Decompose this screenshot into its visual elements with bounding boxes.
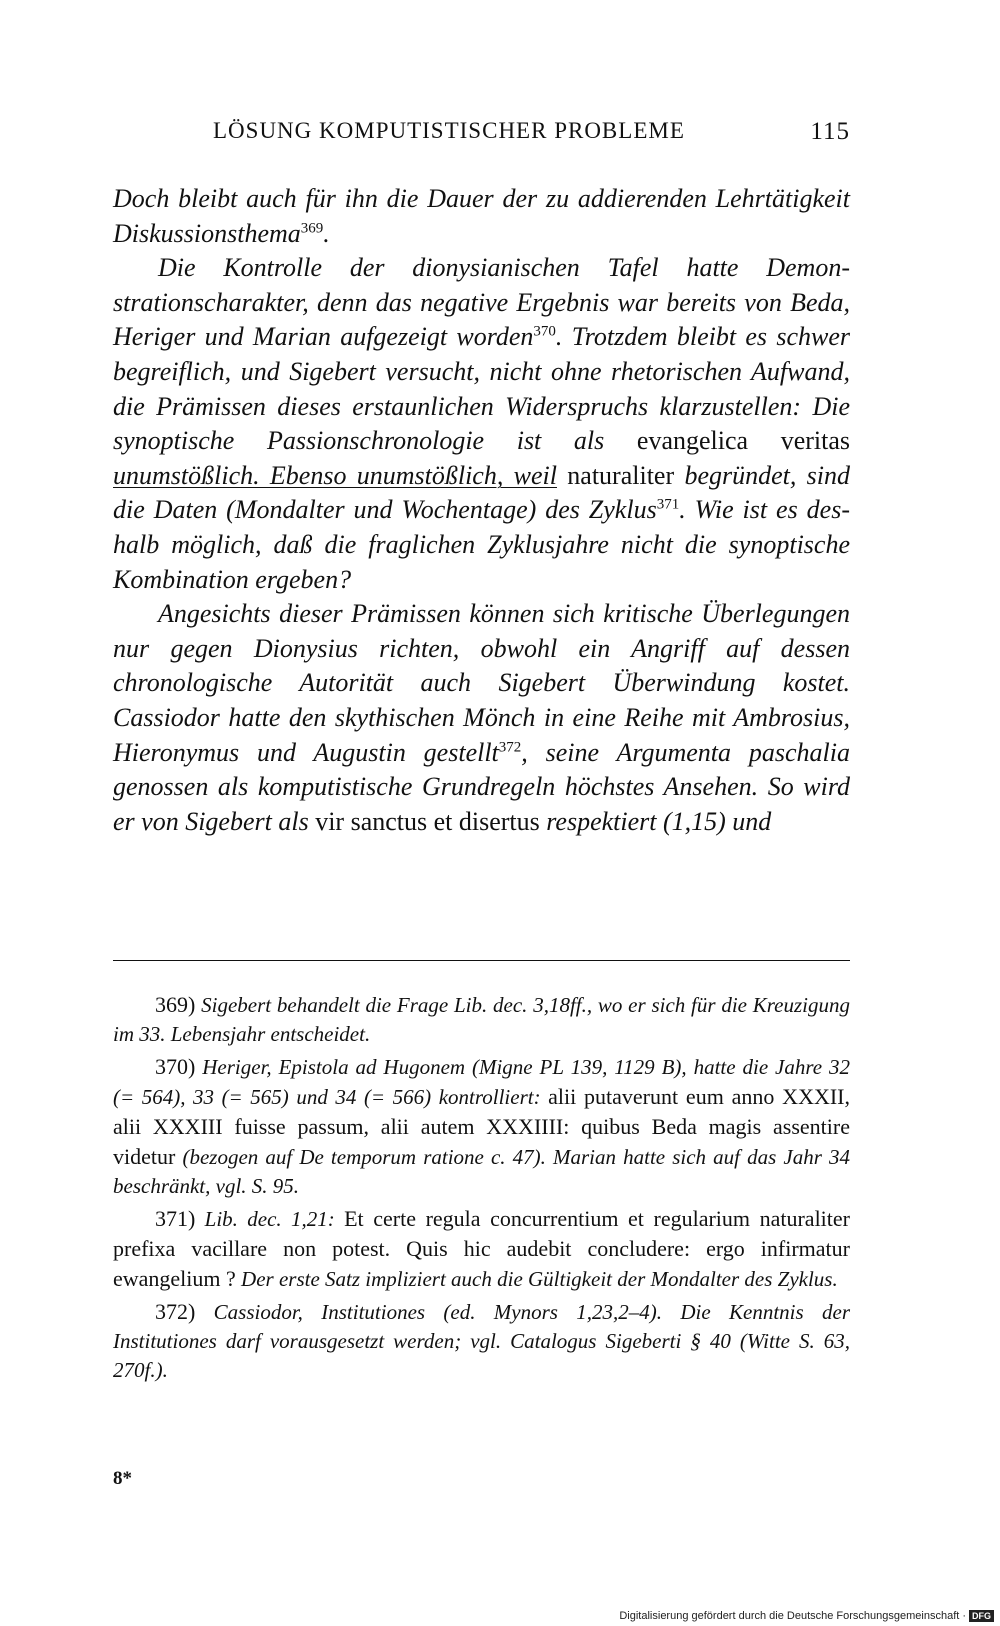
footnote-text: Sigebert behandelt die Frage Lib. dec. 3,18ff., wo er sich für die Kreuzigung im 33. Lebensjahr entscheidet. (113, 993, 851, 1046)
p1-text-1: Doch bleibt auch für ihn die Dauer der zu addierenden Lehrtätigkeit Diskussionsthema (113, 184, 850, 248)
footnote-text: Der erste Satz impliziert auch die Gültigkeit der Mondalter des Zyklus. (241, 1267, 838, 1291)
p2-text-2: . Trotzdem bleibt es schwer begreiflich, und Sigebert versucht, nicht ohne rhetorischen Aufwand, die Prämissen dieses erstaunlichen Widerspruchs klarzustellen: Die synoptische Passionschronologie ist als (113, 322, 850, 456)
p2-text-5: . Wie ist es deshalb möglich, daß die fraglichen Zyklusjahre nicht die synoptische Kombination ergeben? (113, 495, 850, 594)
footnote-ref-369: 369 (300, 219, 324, 236)
p2-text-1: Die Kontrolle der dionysianischen Tafel hatte Demonstrationscharakter, denn das negative Ergebnis war bereits von Beda, Heriger und Marian aufgezeigt worden (113, 253, 850, 352)
latin-term: naturaliter (567, 460, 675, 490)
footnote-372 (113, 1297, 850, 1385)
p2-text-4: begründet, sind die Daten (Mondalter und Wochentage) des Zyklus (113, 460, 851, 525)
dfg-logo-icon: DFG (969, 1610, 994, 1622)
footnote-number: 371) (155, 1206, 196, 1231)
footnote-ref-370: 370 (533, 323, 556, 340)
footnote-number: 370) (155, 1054, 196, 1079)
page-number: 115 (810, 118, 850, 145)
p3-text-1: Angesichts dieser Prämissen können sich kritische Überlegungen nur gegen Dionysius richten, obwohl ein Angriff auf dessen chronologische Autorität auch Sigebert Überwindung kostet. Cassiodor hatte den skythischen Mönch in eine Reihe mit Ambrosius, Hieronymus und Augustin gestellt (113, 599, 850, 767)
footnote-text: (bezogen auf De temporum ratione c. 47). Marian hatte sich auf das Jahr 34 beschränkt, vgl. S. 95. (113, 1145, 850, 1198)
footnote-text: Cassiodor, Institutiones (ed. Mynors 1,23,2–4). Die Kenntnis der Institutiones darf vorausgesetzt werden; vgl. Catalogus Sigeberti § 40 (Witte S. 63, 270f.). (113, 1300, 850, 1382)
footer-text: Digitalisierung gefördert durch die Deutsche Forschungsgemeinschaft (619, 1610, 960, 1622)
running-title: LÖSUNG KOMPUTISTISCHER PROBLEME (213, 118, 685, 143)
paragraph-2 (113, 251, 850, 597)
footnote-371 (113, 1204, 850, 1294)
latin-quote: alii putaverunt eum anno XXXII, alii XXXIII fuisse passum, alii autem XXXIIII: quibus Beda magis assentire videtur (113, 1084, 850, 1169)
signature-mark: 8* (113, 1468, 132, 1489)
latin-quote: evangelica veritas (636, 426, 850, 456)
footnote-ref-371: 371 (656, 496, 680, 513)
footnote-text: Heriger, Epistola ad Hugonem (Migne PL 139, 1129 B), hatte die Jahre 32 (= 564), 33 (= 565) und 34 (= 566) kontrolliert: (113, 1055, 851, 1109)
latin-phrase: vir sanctus et disertus (315, 806, 540, 836)
footnotes (113, 990, 850, 1388)
footnote-number: 372) (155, 1299, 196, 1324)
footnote-number: 369) (155, 992, 196, 1017)
p1-text-2: . (323, 218, 330, 248)
paragraph-1 (113, 182, 850, 251)
main-text (113, 182, 850, 839)
footnote-text: Lib. dec. 1,21: (204, 1207, 335, 1231)
digitization-footer: Digitalisierung gefördert durch die Deutsche Forschungsgemeinschaft · DFG (619, 1610, 994, 1622)
footnote-369 (113, 990, 850, 1049)
latin-quote: Et certe regula concurrentium et regularium naturaliter prefixa vacillare non potest. Quis hic audebit concludere: ergo infirmatur ewangelium ? (113, 1206, 850, 1291)
paragraph-3 (113, 597, 850, 839)
p3-text-2: , seine Argumenta paschalia genossen als komputistische Grundregeln höchstes Ansehen. So wird er von Sigebert als (113, 737, 850, 836)
p3-text-3: respektiert (1,15) und (546, 806, 772, 836)
p2-text-3: unumstößlich. Ebenso unumstößlich, weil (113, 460, 557, 490)
footnote-370 (113, 1052, 850, 1201)
footnote-ref-372: 372 (498, 738, 522, 755)
footnote-divider (113, 960, 850, 961)
